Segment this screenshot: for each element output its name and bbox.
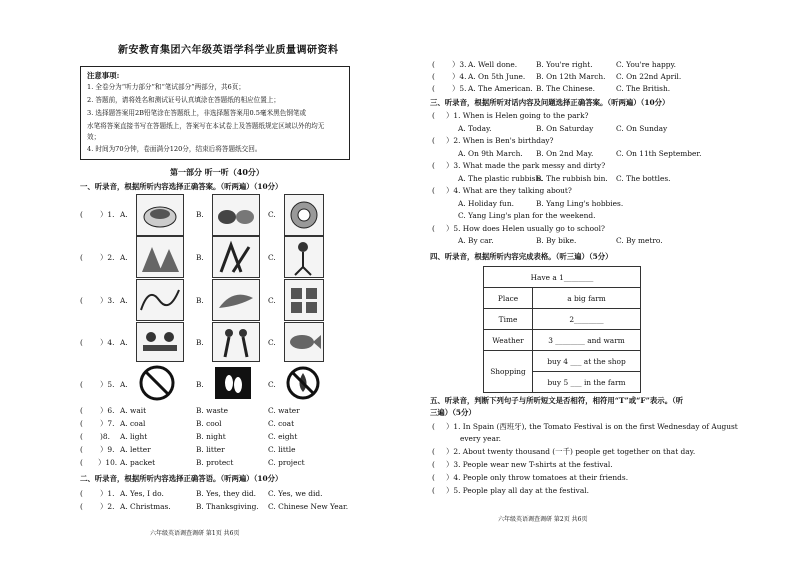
q-number: ）6. (100, 406, 115, 415)
option-b: B. The rubbish bin. (536, 174, 608, 183)
option-a: A. letter (120, 445, 151, 454)
option-a: A. The American. (468, 84, 533, 93)
people-eating-picture (136, 322, 184, 362)
option-label: C. (268, 380, 276, 389)
tf-statement: ）3. People wear new T-shirts at the festival. (446, 460, 613, 469)
table-label: Weather (484, 330, 533, 351)
page-footer: 六年级英语调查调研 第1页 共6页 (150, 530, 240, 537)
option-b: B. By bike. (536, 236, 577, 245)
footprints-sign (212, 364, 254, 402)
option-b: B. night (196, 432, 226, 441)
note-line: 水笔将答案直接书写在答题纸上，答案写在本试卷上及答题纸规定区域以外的均无 (87, 122, 325, 130)
option-c: C. eight (268, 432, 298, 441)
q-number: ）3. (452, 60, 467, 69)
option-label: B. (196, 210, 204, 219)
option-a: A. Christmas. (120, 502, 171, 511)
option-label: C. (268, 210, 276, 219)
option-label: A. (120, 380, 128, 389)
option-label: B. (196, 338, 204, 347)
question: ）3. What made the park messy and dirty? (446, 161, 606, 170)
option-c: C. water (268, 406, 300, 415)
people-dancing-picture (212, 322, 260, 362)
option-label: C. (268, 296, 276, 305)
sec5-heading: 五、听录音，判断下列句子与所听短文是否相符，相符用“T”或“F”表示。（听 (430, 396, 684, 405)
option-c: C. The bottles. (616, 174, 671, 183)
option-label: A. (120, 296, 128, 305)
sec4-heading: 四、听录音，根据所听内容完成表格。（听三遍）（5分） (430, 252, 613, 261)
map-picture (136, 279, 184, 321)
option-c: C. The British. (616, 84, 671, 93)
option-b: B. The Chinese. (536, 84, 595, 93)
option-a: A. Holiday fun. (458, 199, 514, 208)
q-number: ）5. (452, 84, 467, 93)
food-bowl-picture (136, 194, 184, 236)
q-number: ）2. (100, 502, 115, 511)
q-number: ）7. (100, 419, 115, 428)
option-label: B. (196, 296, 204, 305)
q-number: )8. (100, 432, 110, 441)
note-line: 2. 答题前，请将姓名和测试证号认真填涂在答题纸的相应位置上； (87, 96, 281, 104)
person-sweeping-picture (284, 236, 324, 278)
question: ）2. When is Ben's birthday? (446, 136, 554, 145)
option-a: A. light (120, 432, 148, 441)
option-label: B. (196, 380, 204, 389)
q-number: ）10. (98, 458, 118, 467)
option-a: A. Yes, I do. (120, 489, 164, 498)
sec2-heading: 二、听录音，根据所听内容选择正确答语。（听两遍）（10分） (80, 474, 283, 483)
table-label: Place (484, 288, 533, 309)
question: ）4. What are they talking about? (446, 186, 572, 195)
option-a: A. Well done. (468, 60, 518, 69)
option-label: A. (120, 253, 128, 262)
tf-statement: ）4. People only throw tomatoes at their friends. (446, 473, 629, 482)
q-number: ）5. (100, 380, 115, 389)
option-b: B. Yes, they did. (196, 489, 257, 498)
table-value: buy 5 ___ in the farm (533, 372, 641, 393)
option-c: C. You're happy. (616, 60, 676, 69)
option-a: A. packet (120, 458, 156, 467)
q-number: ）3. (100, 296, 115, 305)
mooncake-picture (284, 194, 324, 236)
q-number: ）4. (452, 72, 467, 81)
tf-statement: ）5. People play all day at the festival. (446, 486, 589, 495)
option-label: B. (196, 253, 204, 262)
option-c: C. project (268, 458, 305, 467)
note-line: 3. 选择题答案用2B铅笔涂在答题纸上，非选择题答案用0.5毫米黑色钢笔或 (87, 109, 307, 117)
table-title: Have a 1________ (484, 267, 641, 288)
boxes-picture (284, 279, 324, 321)
question: ）5. How does Helen usually go to school? (446, 224, 605, 233)
option-b: B. You're right. (536, 60, 593, 69)
option-c: C. By metro. (616, 236, 663, 245)
page-footer: 六年级英语调查调研 第2页 共6页 (498, 516, 588, 523)
option-label: A. (120, 210, 128, 219)
q-number: ）1. (100, 210, 115, 219)
table-label: Time (484, 309, 533, 330)
option-c: C. On 11th September. (616, 149, 702, 158)
option-b: B. protect (196, 458, 234, 467)
no-littering-sign (136, 364, 178, 402)
page-title: 新安教育集团六年级英语学科学业质量调研资料 (118, 45, 339, 56)
option-a: A. Today. (458, 124, 492, 133)
notes-heading: 注意事项: (87, 71, 120, 80)
note-line: 1. 全卷分为“听力部分”和“笔试部分”两部分，共6页； (87, 83, 245, 91)
tf-statement: ）2. About twenty thousand (一千) people get together on that day. (446, 447, 696, 456)
table-label: Shopping (484, 351, 533, 393)
people-planting-picture (136, 236, 184, 278)
note-line: 4. 时间为70分钟，卷面满分120分，结束后将答题纸交回。 (87, 145, 262, 153)
option-b: B. cool (196, 419, 222, 428)
option-b: B. Yang Ling's hobbies. (536, 199, 624, 208)
notes-box (80, 66, 350, 160)
option-a: A. coal (120, 419, 146, 428)
option-b: B. On 12th March. (536, 72, 606, 81)
option-b: B. litter (196, 445, 225, 454)
option-label: C. (268, 338, 276, 347)
option-a: A. By car. (458, 236, 494, 245)
tf-statement: ）1. In Spain (西班牙), the Tomato Festival is on the first Wednesday of August (446, 422, 738, 431)
option-b: B. On Saturday (536, 124, 594, 133)
option-c: C. On Sunday (616, 124, 668, 133)
option-c: C. coat (268, 419, 295, 428)
fish-picture (284, 322, 324, 362)
part1-title: 第一部分 听一听（40分） (170, 167, 264, 177)
bird-picture (212, 279, 260, 321)
option-a: A. On 5th June. (468, 72, 526, 81)
option-c: C. little (268, 445, 296, 454)
tf-statement-cont: every year. (460, 434, 502, 443)
q-number: ）1. (100, 489, 115, 498)
option-b: B. Thanksgiving. (196, 502, 259, 511)
people-cleaning-picture (212, 236, 260, 278)
q-number: ）4. (100, 338, 115, 347)
option-b: B. On 2nd May. (536, 149, 594, 158)
option-c: C. Chinese New Year. (268, 502, 349, 511)
sec5-heading-cont: 三遍）（5分） (430, 408, 476, 417)
dumplings-picture (212, 194, 260, 236)
option-label: C. (268, 253, 276, 262)
table-value: a big farm (533, 288, 641, 309)
table-value: buy 4 ___ at the shop (533, 351, 641, 372)
option-b: B. waste (196, 406, 228, 415)
table-value: 3 ________ and warm (533, 330, 641, 351)
option-label: A. (120, 338, 128, 347)
q-number: ）2. (100, 253, 115, 262)
note-line: 效； (87, 133, 101, 141)
table-value: 2________ (533, 309, 641, 330)
question: ）1. When is Helen going to the park? (446, 111, 589, 120)
option-a: A. On 9th March. (458, 149, 523, 158)
option-c: C. Yang Ling's plan for the weekend. (458, 211, 596, 220)
sec1-heading: 一、听录音，根据所听内容选择正确答案。（听两遍）（10分） (80, 182, 283, 191)
option-a: A. wait (120, 406, 147, 415)
no-fire-sign (284, 364, 322, 402)
q-number: ）9. (100, 445, 115, 454)
info-table (483, 266, 641, 393)
option-c: C. Yes, we did. (268, 489, 323, 498)
sec3-heading: 三、听录音，根据所听对话内容及问题选择正确答案。（听两遍）（10分） (430, 98, 670, 107)
option-a: A. The plastic rubbish. (458, 174, 543, 183)
option-c: C. On 22nd April. (616, 72, 682, 81)
